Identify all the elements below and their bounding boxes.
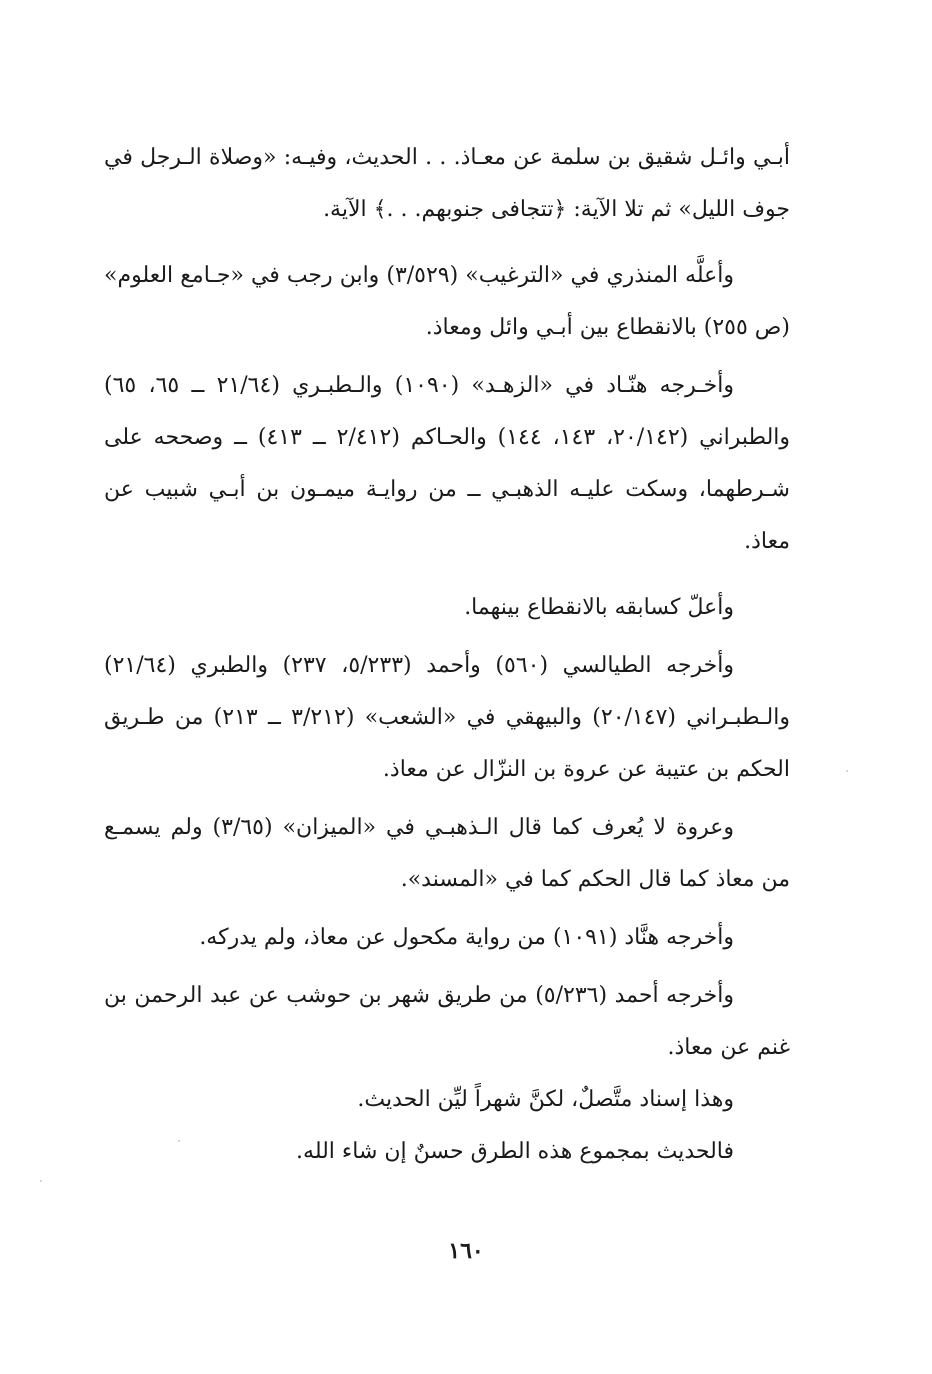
scan-speck (178, 1140, 180, 1142)
paragraph-inqita: وأعلّ كسابقه بالانقطاع بينهما. (464, 595, 734, 620)
page-number: ١٦٠ (448, 1238, 484, 1264)
paragraph-isnad: وهذا إسناد متَّصلٌ، لكنَّ شهراً ليِّن الحديث. (357, 1087, 734, 1112)
paragraph-makhul: وأخرجه هنَّاد (١٠٩١) من رواية مكحول عن معاذ، ولم يدركه. (199, 925, 734, 950)
paragraph-mundhiri: وأعلَّه المنذري في «الترغيب» (٣/٥٢٩) وابن رجب في «جـامع العلوم» (ص ٢٥٥) بالانقطاع بين أبـي وائل ومعاذ. (104, 263, 790, 340)
scan-speck (846, 770, 848, 772)
paragraph-hannad-zuhd: وأخـرجه هنّـاد في «الزهـد» (١٠٩٠) والـطبـري (٢١/٦٤ ــ ٦٥، ٦٥) والطبراني (٢٠/١٤٢، ١٤٣، ١٤٤) والحـاكم (٢/٤١٢ ــ ٤١٣) ــ وصححه على شـرطهما، وسكت عليـه الذهبـي ــ من روايـة ميمـون بن أبـي شبيب عن معاذ. (104, 373, 791, 554)
paragraph-urwa: وعروة لا يُعرف كما قال الـذهبـي في «الميزان» (٣/٦٥) ولم يسمـع من معاذ كما قال الحكم كما في «المسند». (104, 815, 790, 892)
paragraph-conclusion: فالحديث بمجموع هذه الطرق حسنٌ إن شاء الله. (296, 1139, 734, 1164)
paragraph-ahmad-shahr: وأخرجه أحمد (٥/٢٣٦) من طريق شهر بن حوشب عن عبد الرحمن بن غنم عن معاذ. (104, 983, 790, 1060)
body-text (104, 132, 790, 1178)
scan-speck (40, 1180, 42, 1182)
paragraph-tayalisi: وأخرجه الطيالسي (٥٦٠) وأحمد (٥/٢٣٣، ٢٣٧) والطبري (٢١/٦٤) والـطبـراني (٢٠/١٤٧) والبيهقي في «الشعب» (٣/٢١٢ ــ ٢١٣) من طـريق الحكم بن عتيبة عن عروة بن النزّال عن معاذ. (104, 653, 790, 782)
paragraph-continuation: أبـي وائـل شقيق بن سلمة عن معـاذ. . . الحديث، وفيـه: «وصلاة الـرجل في جوف الليل» ثم تلا الآية: ﴿تتجافى جنوبهم. . .﴾ الآية. (104, 145, 790, 222)
